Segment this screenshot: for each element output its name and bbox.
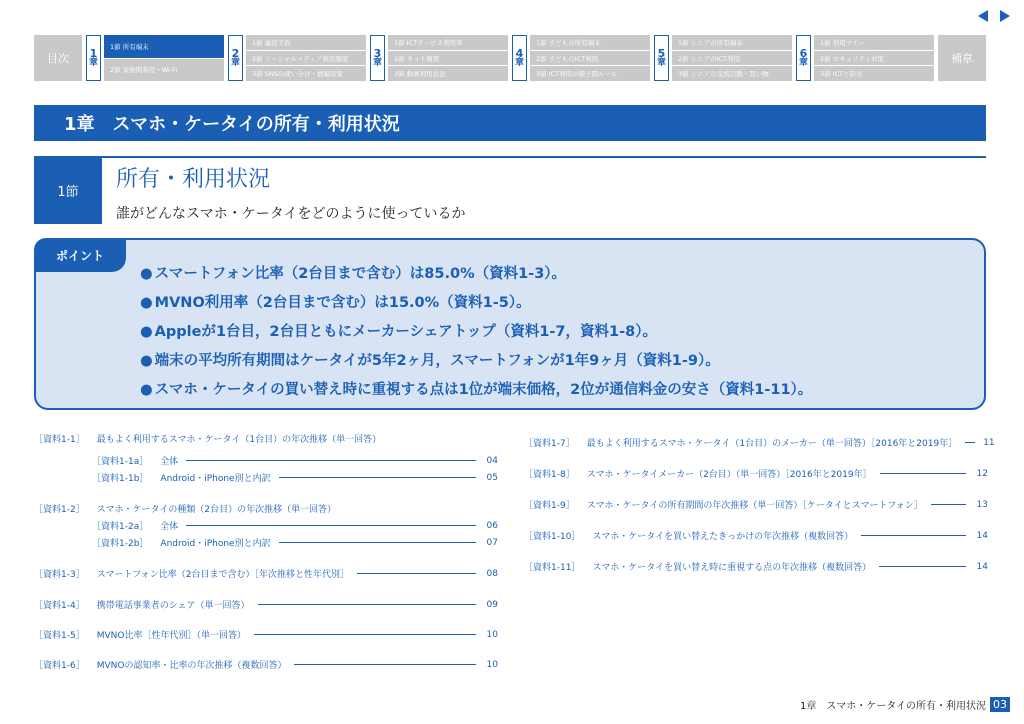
toc-entry[interactable] <box>524 529 988 542</box>
toc-title: スマホ・ケータイを買い替えたきっかけの年次推移（複数回答） <box>592 532 854 542</box>
toc-ref: ［資料1-1］ <box>34 435 85 445</box>
toc-ref: ［資料1-2］ <box>34 505 85 515</box>
toc-title: 最もよく利用するスマホ・ケータイ（1台目）の年次推移（単一回答） <box>96 435 382 445</box>
toc-title: MVNO比率［性年代別］（単一回答） <box>96 631 246 641</box>
toc-ref: ［資料1-1b］ <box>92 474 149 484</box>
toc-entry[interactable] <box>34 432 498 445</box>
toc-page: 07 <box>486 537 498 548</box>
toc-leader <box>879 566 966 567</box>
chapter-suffix: 章 <box>372 58 382 69</box>
nav-section-4-3[interactable]: 3節 ICT利用の親子間ルール <box>530 66 650 81</box>
chapter-title-bar: 1章 スマホ・ケータイの所有・利用状況 <box>34 105 986 141</box>
nav-chapter-2-button[interactable] <box>228 35 243 81</box>
chapter-number: 6 <box>799 46 808 60</box>
nav-section-3-3[interactable]: 3節 動画利用状況 <box>388 66 508 81</box>
toc-page: 06 <box>486 520 498 531</box>
nav-chapter-5-button[interactable] <box>654 35 669 81</box>
toc-entry[interactable] <box>524 560 988 573</box>
toc-title: 携帯電話事業者のシェア（単一回答） <box>96 601 250 611</box>
toc-ref: ［資料1-5］ <box>34 631 85 641</box>
section-divider <box>102 156 986 158</box>
nav-section-3-1[interactable]: 1節 ICTサービス利用率 <box>388 35 508 50</box>
nav-chapter-6-sections <box>814 35 934 81</box>
nav-section-5-1[interactable]: 1節 シニアの所有端末 <box>672 35 792 50</box>
toc-leader <box>186 525 476 526</box>
toc-entry[interactable] <box>34 519 498 532</box>
nav-chapter-1-sections <box>104 35 224 81</box>
nav-chapter-4 <box>512 35 650 81</box>
toc-entry[interactable] <box>524 498 988 511</box>
toc-page: 10 <box>486 659 498 670</box>
next-page-arrow-icon[interactable] <box>1000 10 1010 22</box>
toc-leader <box>279 477 476 478</box>
toc-ref: ［資料1-10］ <box>524 532 581 542</box>
toc-page: 12 <box>976 468 988 479</box>
toc-page: 14 <box>976 561 988 572</box>
section-label: 1節 <box>34 156 102 224</box>
toc-entry[interactable] <box>34 454 498 467</box>
toc-entry[interactable] <box>34 658 498 671</box>
toc-title: 全体 <box>160 522 179 532</box>
toc-title: 全体 <box>160 457 179 467</box>
chapter-suffix: 章 <box>656 58 666 69</box>
toc-page: 04 <box>486 455 498 466</box>
nav-section-1-1[interactable]: 1節 所有端末 <box>104 35 224 58</box>
chapter-suffix: 章 <box>230 58 240 69</box>
toc-ref: ［資料1-6］ <box>34 661 85 671</box>
point-item: ● スマートフォン比率（2台目まで含む）は85.0%（資料1-3）。 <box>140 260 812 289</box>
toc-ref: ［資料1-1a］ <box>92 457 149 467</box>
toc-ref: ［資料1-2a］ <box>92 522 149 532</box>
toc-page: 08 <box>486 568 498 579</box>
nav-chapter-2-sections <box>246 35 366 81</box>
toc-page: 13 <box>976 499 988 510</box>
toc-ref: ［資料1-7］ <box>524 439 575 449</box>
nav-chapter-5 <box>654 35 792 81</box>
nav-chapter-3 <box>370 35 508 81</box>
page-nav-arrows <box>978 10 1010 22</box>
nav-section-2-2[interactable]: 2節 ソーシャルメディア利用頻度 <box>246 51 366 66</box>
toc-entry[interactable] <box>524 436 995 449</box>
footer-chapter-text: 1章 スマホ・ケータイの所有・利用状況 <box>800 701 986 712</box>
nav-appendix-button[interactable]: 補章 <box>938 35 986 81</box>
toc-leader <box>254 634 476 635</box>
toc-leader <box>357 573 476 574</box>
nav-section-5-3[interactable]: 3節 シニアの交流活動・買い物 <box>672 66 792 81</box>
nav-index-button[interactable]: 目次 <box>34 35 82 81</box>
toc-ref: ［資料1-11］ <box>524 563 581 573</box>
toc-leader <box>294 664 476 665</box>
nav-chapter-4-button[interactable] <box>512 35 527 81</box>
toc-title: スマホ・ケータイの所有期間の年次推移（単一回答）［ケータイとスマートフォン］ <box>586 501 923 511</box>
nav-section-6-3[interactable]: 3節 ICTと防災 <box>814 66 934 81</box>
nav-section-6-1[interactable]: 1節 利用マナー <box>814 35 934 50</box>
toc-leader <box>186 460 476 461</box>
toc-title: スマートフォン比率（2台目まで含む）［年次推移と性年代別］ <box>96 570 350 580</box>
chapter-number: 4 <box>515 46 524 60</box>
nav-section-2-3[interactable]: 3節 SNSの使い分け・情報収集 <box>246 66 366 81</box>
nav-section-4-2[interactable]: 2節 子どものICT利用 <box>530 51 650 66</box>
point-list <box>140 260 812 405</box>
chapter-number: 1 <box>89 46 98 60</box>
section-title: 所有・利用状況 <box>116 167 271 192</box>
nav-section-5-2[interactable]: 2節 シニアのICT利用 <box>672 51 792 66</box>
nav-chapter-2 <box>228 35 366 81</box>
toc-entry[interactable] <box>34 567 498 580</box>
nav-section-4-1[interactable]: 1節 子どもの所有端末 <box>530 35 650 50</box>
nav-section-3-2[interactable]: 2節 ネット購買 <box>388 51 508 66</box>
nav-chapter-5-sections <box>672 35 792 81</box>
toc-entry[interactable] <box>524 467 988 480</box>
prev-page-arrow-icon[interactable] <box>978 10 988 22</box>
chapter-navigation <box>34 35 986 81</box>
nav-section-2-1[interactable]: 1節 連絡手段 <box>246 35 366 50</box>
chapter-number: 5 <box>657 46 666 60</box>
nav-chapter-6-button[interactable] <box>796 35 811 81</box>
toc-title: スマホ・ケータイメーカー（2台目）（単一回答）［2016年と2019年］ <box>586 470 872 480</box>
point-item: ● スマホ・ケータイの買い替え時に重視する点は1位が端末価格，2位が通信料金の安さ（資料1-11）。 <box>140 376 812 405</box>
chapter-suffix: 章 <box>798 58 808 69</box>
chapter-suffix: 章 <box>88 58 98 69</box>
toc-title: スマホ・ケータイの種類（2台目）の年次推移（単一回答） <box>96 505 337 515</box>
toc-page: 11 <box>983 437 995 448</box>
chapter-number: 2 <box>231 46 240 60</box>
toc-leader <box>279 542 476 543</box>
toc-title: Android・iPhone別と内訳 <box>160 474 271 484</box>
toc-title: MVNOの認知率・比率の年次推移（複数回答） <box>96 661 287 671</box>
point-tag: ポイント <box>34 238 126 272</box>
toc-title: 最もよく利用するスマホ・ケータイ（1台目）のメーカー（単一回答）［2016年と2019年］ <box>586 439 958 449</box>
toc-leader <box>931 504 966 505</box>
toc-ref: ［資料1-3］ <box>34 570 85 580</box>
point-item: ● MVNO利用率（2台目まで含む）は15.0%（資料1-5）。 <box>140 289 812 318</box>
chapter-number: 3 <box>373 46 382 60</box>
point-box <box>34 238 986 410</box>
toc-ref: ［資料1-8］ <box>524 470 575 480</box>
toc-page: 05 <box>486 472 498 483</box>
toc-ref: ［資料1-4］ <box>34 601 85 611</box>
nav-chapter-6 <box>796 35 934 81</box>
point-item: ● 端末の平均所有期間はケータイが5年2ヶ月，スマートフォンが1年9ヶ月（資料1-9）。 <box>140 347 812 376</box>
toc-entry[interactable] <box>34 628 498 641</box>
toc-title: スマホ・ケータイを買い替え時に重視する点の年次推移（複数回答） <box>592 563 872 573</box>
nav-chapter-1 <box>86 35 224 81</box>
toc-leader <box>965 442 975 443</box>
toc-leader <box>258 604 476 605</box>
toc-entry[interactable] <box>34 502 498 515</box>
nav-chapter-3-sections <box>388 35 508 81</box>
toc-ref: ［資料1-9］ <box>524 501 575 511</box>
toc-page: 14 <box>976 530 988 541</box>
toc-title: Android・iPhone別と内訳 <box>160 539 271 549</box>
toc-ref: ［資料1-2b］ <box>92 539 149 549</box>
page-footer <box>800 697 1010 712</box>
page-number: 03 <box>990 697 1010 712</box>
point-item: ● Appleが1台目，2台目ともにメーカーシェアトップ（資料1-7，資料1-8）。 <box>140 318 812 347</box>
nav-section-1-2[interactable]: 2節 家族間利用・Wi-Fi <box>104 59 224 82</box>
toc-page: 10 <box>486 629 498 640</box>
toc-entry[interactable] <box>34 471 498 484</box>
toc-leader <box>880 473 966 474</box>
nav-section-6-2[interactable]: 2節 セキュリティ対策 <box>814 51 934 66</box>
toc-entry[interactable] <box>34 536 498 549</box>
toc-leader <box>861 535 966 536</box>
toc-page: 09 <box>486 599 498 610</box>
nav-chapter-4-sections <box>530 35 650 81</box>
nav-chapter-3-button[interactable] <box>370 35 385 81</box>
chapter-suffix: 章 <box>514 58 524 69</box>
toc-entry[interactable] <box>34 598 498 611</box>
section-subtitle: 誰がどんなスマホ・ケータイをどのように使っているか <box>116 206 466 222</box>
nav-chapter-1-button[interactable] <box>86 35 101 81</box>
